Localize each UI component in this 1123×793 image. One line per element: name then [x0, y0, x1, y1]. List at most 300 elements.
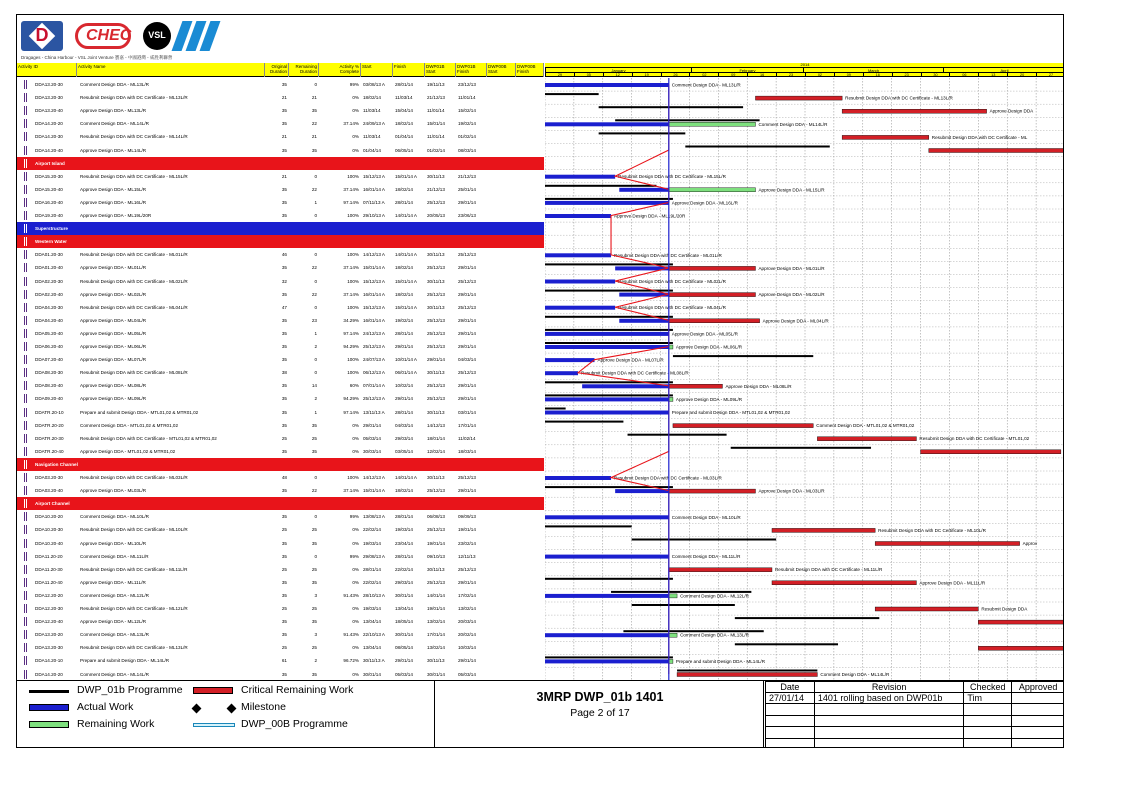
- actual-bar: [545, 397, 669, 401]
- cell-activity-pct: 91.43%: [343, 632, 359, 638]
- cell-start: 22/02/14: [363, 579, 381, 585]
- cell-remaining-duration: 2: [314, 344, 317, 349]
- cell-original-duration: 25: [281, 435, 287, 441]
- cell-remaining-duration: 0: [314, 278, 317, 284]
- cell-start: 16/01/14 A: [363, 186, 385, 192]
- gantt-canvas: [545, 78, 1064, 680]
- cell-activity-id: DDA04.20-30: [35, 304, 63, 310]
- cell-remaining-duration: 0: [314, 514, 317, 520]
- cell-activity-pct: 100%: [347, 304, 359, 310]
- activity-row[interactable]: [17, 78, 544, 91]
- gantt-bar-label: Comment Design DDA - ML10L/R: [671, 514, 741, 520]
- activity-row[interactable]: [17, 144, 544, 157]
- cell-dwp01b-finish: 15/02/14: [458, 108, 476, 114]
- cell-activity-pct: 0%: [352, 435, 359, 441]
- activity-row[interactable]: [17, 550, 544, 563]
- critical-remaining-bar: [772, 528, 875, 532]
- cell-dwp01b-start: 30/11/13: [427, 304, 445, 310]
- cell-dwp01b-start: 25/12/13: [427, 383, 445, 389]
- cell-finish: 03/05/14: [395, 448, 413, 454]
- cell-activity-name: Approve Design DDA - ML19L/20R: [80, 213, 152, 218]
- cell-start: 24/09/13 A: [363, 121, 385, 127]
- cell-dwp01b-finish: 29/01/14: [458, 488, 476, 494]
- revision-cell: [766, 727, 815, 738]
- cell-remaining-duration: 2: [314, 396, 317, 402]
- cell-start: 14/12/13 A: [363, 475, 385, 480]
- cell-activity-name: Approve Design DDA - ML07L/R: [80, 357, 147, 363]
- cell-original-duration: 46: [281, 252, 287, 258]
- cell-finish: 08/05/14: [395, 645, 413, 651]
- legend-actual: Actual Work: [77, 701, 134, 713]
- wbs-band-label: Navigation Channel: [35, 461, 78, 467]
- legend-remaining: Remaining Work: [77, 718, 155, 730]
- cell-dwp01b-start: 06/08/13: [427, 514, 445, 520]
- cell-activity-name: Resubmit Design DDA with DC Certificate - ML03L/R: [80, 475, 188, 480]
- activity-row[interactable]: [17, 654, 544, 667]
- cell-dwp01b-finish: 25/12/13: [458, 252, 476, 258]
- cell-original-duration: 35: [281, 199, 287, 205]
- activity-row[interactable]: [17, 602, 544, 615]
- cell-remaining-duration: 22: [311, 265, 317, 271]
- column-activity-id[interactable]: Activity ID: [17, 63, 77, 77]
- cell-original-duration: 21: [281, 134, 287, 140]
- activity-table: [17, 78, 544, 680]
- cell-finish: 15/01/14 A: [395, 173, 417, 179]
- programme-bar: [731, 447, 871, 449]
- revision-row: [766, 704, 1065, 715]
- gantt-bar-label: Resubmit Design DDA with DC Certificate - ML04L/R: [618, 305, 726, 311]
- activity-row[interactable]: [17, 523, 544, 536]
- cell-start: 25/12/13 A: [363, 344, 385, 349]
- activity-row[interactable]: [17, 589, 544, 602]
- cell-activity-name: Approve Design DDA - ML06L/R: [80, 344, 147, 349]
- revision-cell: [766, 738, 815, 748]
- cell-remaining-duration: 14: [311, 383, 317, 389]
- cell-finish: 18/02/14: [395, 265, 413, 271]
- cell-finish: 06/01/14 A: [395, 370, 417, 376]
- cell-activity-pct: 37.14%: [343, 488, 359, 494]
- cell-activity-name: Approve Design DDA - ML14L/R: [80, 147, 147, 153]
- cell-activity-id: DDA14.20-20: [35, 671, 63, 677]
- wbs-band[interactable]: [17, 157, 544, 170]
- cell-activity-pct: 37.14%: [343, 265, 359, 271]
- legend-programme: DWP_01b Programme: [77, 684, 183, 696]
- wbs-band-label: Airport Island: [35, 160, 65, 166]
- cell-dwp01b-finish: 11/01/14: [458, 95, 476, 101]
- cell-activity-id: DDA12.20-20: [35, 592, 63, 598]
- cell-activity-pct: 0%: [352, 147, 359, 153]
- cell-finish: 30/01/14: [395, 592, 413, 598]
- timescale-month: April: [943, 67, 1064, 72]
- cell-dwp01b-finish: 05/03/14: [458, 671, 476, 677]
- activity-row[interactable]: [17, 130, 544, 143]
- cell-dwp01b-start: 11/01/14: [427, 108, 445, 114]
- cell-activity-id: DDA07.20-40: [35, 357, 63, 363]
- activity-row[interactable]: [17, 668, 544, 681]
- timescale-week: 06: [949, 72, 978, 77]
- activity-row[interactable]: [17, 275, 544, 288]
- cell-activity-name: Resubmit Design DDA with DC Certificate - ML13L/R: [80, 95, 188, 101]
- cell-activity-pct: 99%: [349, 553, 359, 559]
- cell-dwp01b-finish: 09/09/13: [458, 514, 476, 520]
- cell-original-duration: 21: [281, 95, 287, 101]
- cell-original-duration: 61: [281, 658, 287, 664]
- actual-bar: [545, 594, 669, 598]
- programme-bar: [628, 434, 727, 436]
- cell-original-duration: 35: [281, 540, 287, 546]
- timescale-week: 12: [603, 72, 632, 77]
- actual-bar: [582, 384, 669, 388]
- cell-finish: 19/03/14: [395, 527, 413, 533]
- wbs-band[interactable]: [17, 235, 544, 248]
- cell-dwp01b-start: 21/12/13: [427, 186, 445, 192]
- wbs-band[interactable]: [17, 222, 544, 235]
- timescale-week: 29: [545, 72, 574, 77]
- cell-finish: 18/05/14: [395, 619, 413, 625]
- cell-dwp01b-finish: 18/03/14: [458, 448, 476, 454]
- timescale-month: February: [691, 67, 803, 72]
- activity-row[interactable]: [17, 340, 544, 353]
- column-dwp01b-start[interactable]: DWP01B Start: [425, 63, 456, 77]
- activity-row[interactable]: [17, 366, 544, 379]
- critical-remaining-bar: [669, 489, 756, 493]
- cell-finish: 28/01/14: [395, 553, 413, 559]
- cell-activity-id: DDA09.20-40: [35, 396, 63, 402]
- activity-row[interactable]: [17, 314, 544, 327]
- programme-bar: [599, 106, 743, 108]
- cell-finish: 18/02/14: [395, 186, 413, 192]
- cell-start: 05/03/14: [363, 435, 381, 441]
- activity-row[interactable]: [17, 615, 544, 628]
- critical-remaining-bar: [929, 149, 1064, 153]
- activity-row[interactable]: [17, 170, 544, 183]
- timescale-week: 19: [632, 72, 661, 77]
- revision-cell: [814, 738, 964, 748]
- wbs-band[interactable]: [17, 458, 544, 471]
- cell-dwp01b-start: 30/11/13: [427, 252, 445, 258]
- cell-finish: 28/01/14: [395, 82, 413, 87]
- cell-dwp01b-finish: 25/01/14: [458, 186, 476, 192]
- activity-row[interactable]: [17, 392, 544, 405]
- gantt-bar-label: Resubmit Design DDA with DC Certificate - ML01L/R: [614, 252, 722, 258]
- activity-row[interactable]: [17, 261, 544, 274]
- column-finish[interactable]: Finish: [393, 63, 425, 77]
- legend-milestone: Milestone: [241, 701, 286, 713]
- cell-activity-name: Approve Design DDA - ML02L/R: [80, 291, 147, 297]
- cell-original-duration: 35: [281, 213, 287, 218]
- actual-bar: [619, 188, 669, 192]
- timescale-year: 2014: [800, 62, 810, 67]
- critical-remaining-bar: [978, 646, 1064, 650]
- column-dwp00b-finish[interactable]: DWP00B Finish: [516, 63, 544, 77]
- gantt-bar-label: Resubmit Design DDA with DC Certificate - ML: [931, 134, 1028, 140]
- cell-dwp01b-finish: 03/01/14: [458, 409, 476, 415]
- activity-row[interactable]: [17, 379, 544, 392]
- cell-finish: 15/04/14: [395, 108, 413, 114]
- cell-start: 29/08/13 A: [363, 553, 385, 559]
- gantt-bar-label: Resubmit Design DDA: [981, 606, 1028, 612]
- column-original-duration[interactable]: Original Duration: [265, 63, 289, 77]
- programme-bar: [545, 198, 673, 200]
- cell-dwp01b-finish: 17/01/14: [458, 422, 476, 428]
- critical-remaining-bar: [677, 673, 817, 677]
- cell-activity-name: Resubmit Design DDA with DC Certificate - MTL01,02 & MTR01,02: [80, 435, 217, 441]
- cell-activity-pct: 0%: [352, 619, 359, 625]
- cell-activity-name: Comment Design DDA - ML11L/R: [80, 553, 149, 559]
- cell-activity-name: Comment Design DDA - ML12L/R: [80, 592, 149, 598]
- activity-row[interactable]: [17, 432, 544, 445]
- critical-remaining-bar: [673, 424, 813, 428]
- activity-row[interactable]: [17, 288, 544, 301]
- report-title: 3MRP DWP_01b 1401: [536, 690, 664, 704]
- cell-activity-pct: 37.14%: [343, 291, 359, 297]
- cell-original-duration: 47: [281, 304, 287, 310]
- activity-row[interactable]: [17, 537, 544, 550]
- cell-finish: 14/01/14 A: [395, 213, 417, 218]
- cell-activity-pct: 94.29%: [343, 396, 359, 402]
- critical-remaining-bar: [669, 568, 772, 572]
- activity-row[interactable]: [17, 91, 544, 104]
- timescale-header: [545, 63, 1064, 77]
- cell-activity-id: DDA10.20-40: [35, 540, 63, 546]
- cell-dwp01b-finish: 19/02/14: [458, 121, 476, 127]
- gantt-bar-label: Comment Design DDA - ML14L/R: [758, 121, 828, 127]
- cell-dwp01b-start: 20/05/13: [427, 213, 445, 218]
- cell-remaining-duration: 35: [311, 540, 317, 546]
- cell-activity-id: DDA08.20-30: [35, 370, 63, 376]
- cell-activity-pct: 0%: [352, 606, 359, 611]
- cell-remaining-duration: 3: [314, 592, 317, 598]
- column-activity-pct[interactable]: Activity % Complete: [319, 63, 361, 77]
- remaining-bar: [669, 122, 756, 126]
- gantt-bar-label: Approve Design DDA: [989, 108, 1034, 114]
- cell-dwp01b-finish: 23/12/13: [458, 82, 476, 87]
- cell-finish: 15/01/14 A: [395, 304, 417, 310]
- cell-activity-name: Comment Design DDA - ML10L/R: [80, 514, 149, 520]
- revision-cell: [766, 715, 815, 726]
- cell-remaining-duration: 35: [311, 448, 317, 454]
- cell-activity-id: DDA13.20-30: [35, 645, 63, 651]
- cell-activity-name: Resubmit Design DDA with DC Certificate - ML12L/R: [80, 606, 188, 611]
- joint-venture-caption: Dragages - China Harbour - VSL Joint Venture 寶嘉 - 中國港灣 - 威胜利聯營: [21, 55, 173, 60]
- programme-bar: [545, 93, 599, 95]
- cell-activity-name: Comment Design DDA - ML14L/R: [80, 671, 149, 677]
- column-activity-name[interactable]: Activity Name: [77, 63, 265, 77]
- wbs-band-label: Western Water: [35, 239, 67, 245]
- cell-activity-pct: 0%: [352, 422, 359, 428]
- cell-activity-id: DDA14.20-10: [35, 658, 63, 664]
- cell-activity-pct: 100%: [347, 357, 359, 363]
- cell-finish: 14/01/14 A: [395, 475, 417, 480]
- activity-row[interactable]: [17, 183, 544, 196]
- revision-cell: [814, 715, 964, 726]
- cell-dwp01b-finish: 29/01/14: [458, 579, 476, 585]
- cell-remaining-duration: 25: [311, 527, 317, 533]
- programme-bar: [632, 604, 735, 606]
- cell-dwp01b-start: 30/11/13: [427, 370, 445, 376]
- activity-row[interactable]: [17, 628, 544, 641]
- cell-start: 30/11/13 A: [363, 658, 385, 664]
- revision-cell: [1012, 693, 1064, 704]
- activity-row[interactable]: [17, 406, 544, 419]
- cell-dwp01b-finish: 29/01/14: [458, 265, 476, 271]
- programme-bar: [735, 617, 879, 619]
- activity-row[interactable]: [17, 117, 544, 130]
- activity-row[interactable]: [17, 248, 544, 261]
- cell-start: 03/08/13 A: [363, 82, 385, 87]
- cell-activity-pct: 100%: [347, 475, 359, 480]
- cell-dwp01b-start: 30/11/13: [427, 409, 445, 415]
- cell-start: 11/03/14: [363, 108, 381, 114]
- dragages-logo: D: [21, 21, 63, 51]
- timescale-week: 30: [921, 72, 950, 77]
- cell-finish: 19/02/14: [395, 317, 413, 323]
- cell-original-duration: 25: [281, 566, 287, 572]
- column-start[interactable]: Start: [361, 63, 393, 77]
- cell-activity-pct: 94.29%: [343, 344, 359, 349]
- cell-remaining-duration: 2: [314, 658, 317, 664]
- revision-row: [766, 693, 1065, 704]
- cell-original-duration: 25: [281, 645, 287, 651]
- actual-bar: [545, 358, 595, 362]
- cell-activity-pct: 100%: [347, 252, 359, 258]
- activity-row[interactable]: [17, 641, 544, 654]
- cell-activity-name: Prepare and submit Design DDA - ML14L/R: [80, 658, 170, 664]
- cell-original-duration: 25: [281, 527, 287, 533]
- cell-dwp01b-finish: 29/01/14: [458, 330, 476, 336]
- cell-activity-id: DDA12.20-30: [35, 606, 63, 611]
- cell-original-duration: 35: [281, 317, 287, 323]
- band-row: [545, 158, 1064, 169]
- activity-row[interactable]: [17, 510, 544, 523]
- timescale-week: 09: [834, 72, 863, 77]
- cell-dwp01b-start: 25/12/13: [427, 396, 445, 402]
- cell-activity-id: DDA08.20-40: [35, 383, 63, 389]
- cell-start: 24/07/13 A: [363, 357, 385, 363]
- cell-remaining-duration: 0: [314, 475, 317, 480]
- activity-row[interactable]: [17, 445, 544, 458]
- cell-original-duration: 35: [281, 186, 287, 192]
- cell-original-duration: 35: [281, 265, 287, 271]
- cell-remaining-duration: 0: [314, 173, 317, 179]
- cell-original-duration: 32: [281, 278, 287, 284]
- cell-dwp01b-start: 30/11/13: [427, 278, 445, 284]
- activity-row[interactable]: [17, 209, 544, 222]
- cell-activity-pct: 97.14%: [343, 409, 359, 415]
- activity-row[interactable]: [17, 301, 544, 314]
- revision-header: Date: [766, 682, 815, 693]
- cell-activity-name: Resubmit Design DDA with DC Certificate - ML02L/R: [80, 278, 188, 284]
- activity-row[interactable]: [17, 419, 544, 432]
- gantt-page: [16, 14, 1064, 748]
- programme-bar: [673, 355, 813, 357]
- gantt-bar-label: Resubmit Design DDA with DC Certificate - ML13L/R: [845, 95, 953, 101]
- critical-remaining-bar: [669, 266, 756, 270]
- revision-cell: [964, 704, 1012, 715]
- cell-dwp01b-finish: 13/02/14: [458, 606, 476, 611]
- cell-original-duration: 35: [281, 448, 287, 454]
- activity-row[interactable]: [17, 104, 544, 117]
- cell-remaining-duration: 35: [311, 108, 317, 114]
- wbs-band-label: Airport Channel: [35, 501, 70, 507]
- cell-activity-name: Comment Design DDA - MTL01,02 & MTR01,02: [80, 422, 179, 428]
- cell-activity-pct: 37.14%: [343, 186, 359, 192]
- chec-logo: CHEC: [75, 23, 131, 49]
- timescale-month: January: [545, 67, 691, 72]
- programme-bar: [615, 119, 759, 121]
- timescale-week: 02: [689, 72, 718, 77]
- cell-original-duration: 35: [281, 121, 287, 127]
- cell-activity-id: DDA02.20-40: [35, 291, 63, 297]
- wbs-band[interactable]: [17, 497, 544, 510]
- cell-activity-id: DDA13.20-30: [35, 95, 63, 101]
- cell-finish: 11/03/14: [395, 95, 413, 101]
- cell-start: 19/03/14: [363, 540, 381, 546]
- gantt-bar-label: Approve Design DDA - ML19L/20R: [614, 213, 686, 219]
- cell-finish: 06/05/14: [395, 147, 413, 153]
- cell-activity-pct: 96.72%: [343, 658, 359, 664]
- cell-activity-name: Comment Design DDA - ML13L/R: [80, 82, 149, 87]
- cell-original-duration: 35: [281, 396, 287, 402]
- cell-finish: 29/03/14: [395, 435, 413, 441]
- cell-activity-pct: 34.29%: [343, 317, 359, 323]
- column-dwp00b-start[interactable]: DWP00B Start: [487, 63, 516, 77]
- actual-bar: [545, 476, 611, 480]
- cell-activity-id: DDA15.20-30: [35, 173, 63, 179]
- cell-activity-pct: 0%: [352, 108, 359, 114]
- programme-bar: [545, 408, 566, 410]
- cell-start: 14/12/13 A: [363, 252, 385, 258]
- programme-bar: [545, 525, 632, 527]
- activity-row[interactable]: [17, 327, 544, 340]
- activity-row[interactable]: [17, 576, 544, 589]
- cell-dwp01b-finish: 29/01/14: [458, 383, 476, 389]
- cell-activity-name: Resubmit Design DDA with DC Certificate - ML14L/R: [80, 134, 188, 140]
- cell-dwp01b-finish: 29/01/14: [458, 317, 476, 323]
- critical-remaining-bar: [755, 96, 842, 100]
- column-remaining-duration[interactable]: Remaining Duration: [289, 63, 319, 77]
- activity-row[interactable]: [17, 353, 544, 366]
- gantt-bar-label: Approve Design DDA - ML11L/R: [919, 580, 986, 586]
- cell-remaining-duration: 0: [314, 370, 317, 376]
- programme-bar: [545, 656, 673, 658]
- activity-row[interactable]: [17, 471, 544, 484]
- cell-original-duration: 48: [281, 475, 287, 480]
- actual-bar: [545, 280, 615, 284]
- cell-activity-id: DDA16.20-40: [35, 199, 63, 205]
- column-dwp01b-finish[interactable]: DWP01B Finish: [456, 63, 487, 77]
- activity-row[interactable]: [17, 563, 544, 576]
- cell-activity-pct: 100%: [347, 278, 359, 284]
- critical-remaining-bar: [772, 581, 916, 585]
- cell-dwp01b-finish: 29/01/14: [458, 396, 476, 402]
- cell-dwp01b-start: 25/12/13: [427, 579, 445, 585]
- actual-bar: [545, 253, 611, 257]
- programme-bar: [545, 578, 673, 580]
- programme-bar: [545, 421, 623, 423]
- cell-finish: 29/01/14: [395, 344, 413, 349]
- gantt-bar-label: Resubmit Design DDA with DC Certificate - ML08L/R: [581, 370, 689, 376]
- activity-row[interactable]: [17, 196, 544, 209]
- cell-dwp01b-start: 19/11/13: [427, 82, 445, 87]
- band-row: [545, 459, 1064, 470]
- cell-start: 28/10/13 A: [363, 592, 385, 598]
- cell-activity-pct: 0%: [352, 448, 359, 454]
- activity-row[interactable]: [17, 484, 544, 497]
- cell-dwp01b-finish: 25/12/13: [458, 278, 476, 284]
- cell-activity-name: Approve Design DDA - ML15L/R: [80, 186, 147, 192]
- cell-activity-pct: 0%: [352, 527, 359, 533]
